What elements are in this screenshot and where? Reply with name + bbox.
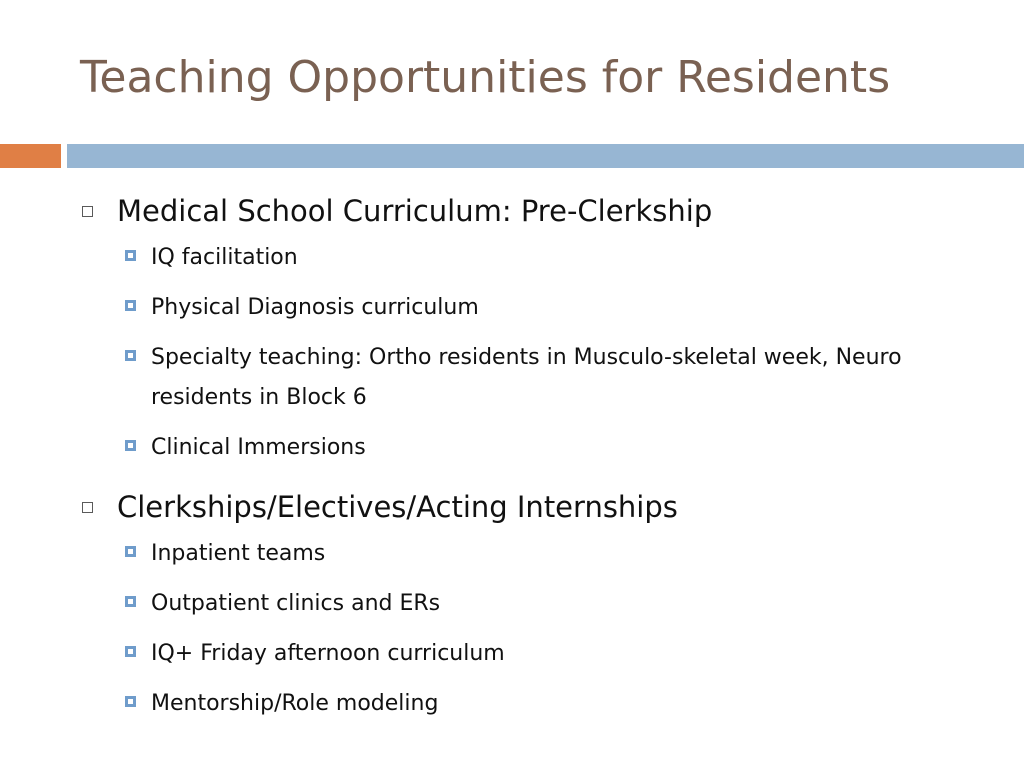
list-item (125, 338, 980, 418)
list-item (125, 428, 980, 468)
hollow-square-bullet-icon (82, 502, 93, 513)
list-item (125, 634, 980, 674)
list-item-text: IQ facilitation (151, 245, 298, 270)
list-item-text: Outpatient clinics and ERs (151, 591, 441, 616)
square-bullet-icon (125, 250, 136, 261)
section-spacer (80, 478, 980, 486)
list-item (125, 684, 980, 724)
section-heading (80, 486, 980, 528)
list-item (125, 584, 980, 624)
square-bullet-icon (125, 440, 136, 451)
square-bullet-icon (125, 350, 136, 361)
list-item (125, 534, 980, 574)
hollow-square-bullet-icon (82, 206, 93, 217)
section-heading-text: Medical School Curriculum: Pre-Clerkship (117, 194, 713, 228)
square-bullet-icon (125, 596, 136, 607)
list-item-text: IQ+ Friday afternoon curriculum (151, 641, 505, 666)
list-item (125, 288, 980, 328)
slide-title: Teaching Opportunities for Residents (80, 52, 891, 103)
list-item-text: Specialty teaching: Ortho residents in Musculo-skeletal week, Neuro residents in Block 6 (151, 345, 902, 410)
list-item-text: Clinical Immersions (151, 435, 366, 460)
square-bullet-icon (125, 300, 136, 311)
list-item-text: Mentorship/Role modeling (151, 691, 439, 716)
list-item-text: Physical Diagnosis curriculum (151, 295, 479, 320)
square-bullet-icon (125, 696, 136, 707)
section-heading (80, 190, 980, 232)
square-bullet-icon (125, 546, 136, 557)
accent-bar-orange (0, 144, 61, 168)
list-item-text: Inpatient teams (151, 541, 326, 566)
list-item (125, 238, 980, 278)
slide-content (80, 190, 980, 734)
section-heading-text: Clerkships/Electives/Acting Internships (117, 490, 678, 524)
accent-bar-blue (67, 144, 1024, 168)
square-bullet-icon (125, 646, 136, 657)
